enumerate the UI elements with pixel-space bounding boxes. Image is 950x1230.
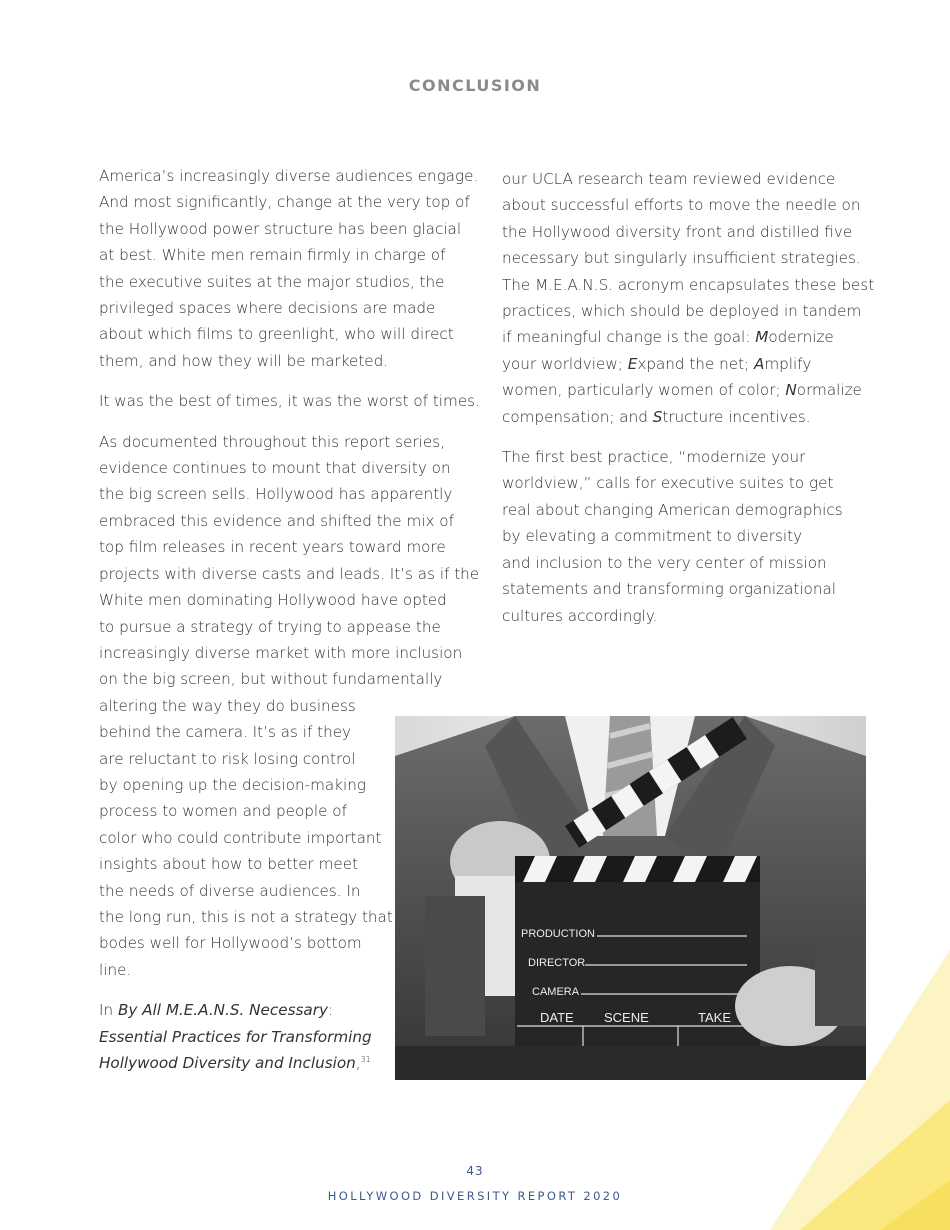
text-line: statements and transforming organizational [502, 580, 837, 599]
paragraph-intro [99, 163, 479, 374]
text-line: process to women and people of [99, 802, 347, 821]
text-line: color who could contribute important [99, 828, 382, 847]
text-line: evidence continues to mount that diversity on [99, 459, 451, 478]
text-line [502, 351, 862, 377]
text-line: at best. White men remain firmly in charge of [99, 246, 446, 265]
text-line: are reluctant to risk losing control [99, 749, 356, 768]
acronym-letter: M [755, 328, 769, 347]
text-line: The first best practice, “modernize your [502, 448, 806, 467]
text-segment: odernize [768, 328, 834, 347]
text-line [502, 324, 862, 350]
text-line: real about changing American demographics [502, 500, 843, 519]
text-line: the executive suites at the major studios, the [99, 272, 445, 291]
text-line: practices, which should be deployed in tandem [502, 302, 862, 321]
text-line: by elevating a commitment to diversity [502, 527, 803, 546]
text-line: on the big screen, but without fundamentally [99, 670, 443, 689]
text-colon: : [327, 1001, 334, 1020]
paragraph-modernize [502, 444, 862, 629]
text-line: the big screen sells. Hollywood has apparently [99, 485, 453, 504]
text-line: behind the camera. It’s as if they [99, 723, 352, 742]
acronym-letter: N [785, 381, 797, 400]
board-label-camera: CAMERA [532, 986, 580, 998]
text-line: line. [99, 960, 132, 979]
text-line: It was the best of times, it was the worst of times. [99, 392, 480, 411]
footnote-marker: 31 [360, 1054, 371, 1064]
text-segment: if meaningful change is the goal: [502, 328, 756, 347]
text-line: The M.E.A.N.S. acronym encapsulates these best [502, 275, 875, 294]
page-number: 43 [466, 1164, 484, 1178]
text-line [502, 404, 862, 430]
text-line: about which films to greenlight, who will direct [99, 325, 454, 344]
text-line: embraced this evidence and shifted the mix of [99, 511, 454, 530]
text-line: necessary but singularly insufficient strategies. [502, 249, 861, 268]
footer-report-title: HOLLYWOOD DIVERSITY REPORT 2020 [327, 1189, 623, 1203]
text-line: And most significantly, change at the very top of [99, 193, 470, 212]
text-line: altering the way they do business [99, 696, 356, 715]
text-line: the needs of diverse audiences. In [99, 881, 361, 900]
text-line: to pursue a strategy of trying to appease the [99, 617, 441, 636]
text-segment: compensation; and [502, 407, 653, 426]
text-line: top film releases in recent years toward more [99, 538, 446, 557]
text-line: cultures accordingly. [502, 606, 658, 625]
text-line: worldview,” calls for executive suites to get [502, 474, 834, 493]
report-title-part: Hollywood Diversity and Inclusion [99, 1054, 356, 1072]
text-line: White men dominating Hollywood have opted [99, 591, 447, 610]
report-title-part: By All M.E.A.N.S. Necessary [117, 1001, 328, 1020]
text-line: about successful efforts to move the needle on [502, 196, 861, 215]
text-segment: your worldview; [502, 354, 628, 373]
board-label-take: TAKE [698, 1010, 731, 1025]
text-line: increasingly diverse market with more inclusion [99, 643, 463, 662]
board-label-date: DATE [540, 1010, 574, 1025]
page-heading: CONCLUSION [408, 76, 542, 95]
text-line: our UCLA research team reviewed evidence [502, 170, 836, 188]
text-line: bodes well for Hollywood’s bottom [99, 934, 362, 953]
text-segment: ormalize [796, 381, 862, 400]
text-line [502, 377, 862, 403]
report-title-part: Essential Practices for Transforming [99, 1027, 372, 1046]
text-line: them, and how they will be marketed. [99, 351, 389, 370]
clapperboard-photo [395, 716, 866, 1080]
text-line: America’s increasingly diverse audiences engage. [99, 167, 479, 185]
board-label-production: PRODUCTION [521, 928, 595, 940]
text-segment: mplify [764, 354, 812, 373]
paragraph-means-intro [502, 166, 875, 430]
acronym-letter: S [652, 407, 663, 426]
right-column [502, 166, 875, 629]
text-line: As documented throughout this report series, [99, 432, 445, 451]
text-segment: women, particularly women of color; [502, 381, 786, 400]
acronym-letter: E [627, 354, 638, 373]
text-segment: xpand the net; [637, 354, 754, 373]
clapperboard-illustration [395, 716, 866, 1080]
paragraph-best-of-times [99, 388, 480, 414]
text-segment: tructure incentives. [662, 407, 811, 426]
text-line: by opening up the decision-making [99, 775, 366, 794]
board-label-scene: SCENE [604, 1010, 649, 1025]
text-line: the Hollywood power structure has been glacial [99, 219, 462, 238]
text-line: and inclusion to the very center of mission [502, 553, 827, 572]
text-line: privileged spaces where decisions are made [99, 299, 436, 318]
board-label-director: DIRECTOR [528, 957, 586, 969]
text-prefix: In [99, 1001, 118, 1020]
text-line: projects with diverse casts and leads. It’s as if the [99, 564, 480, 583]
text-suffix: , [355, 1054, 361, 1072]
acronym-letter: A [753, 354, 765, 373]
text-line: the long run, this is not a strategy that [99, 907, 393, 926]
text-line: the Hollywood diversity front and distilled five [502, 222, 853, 241]
text-line: insights about how to better meet [99, 855, 359, 874]
